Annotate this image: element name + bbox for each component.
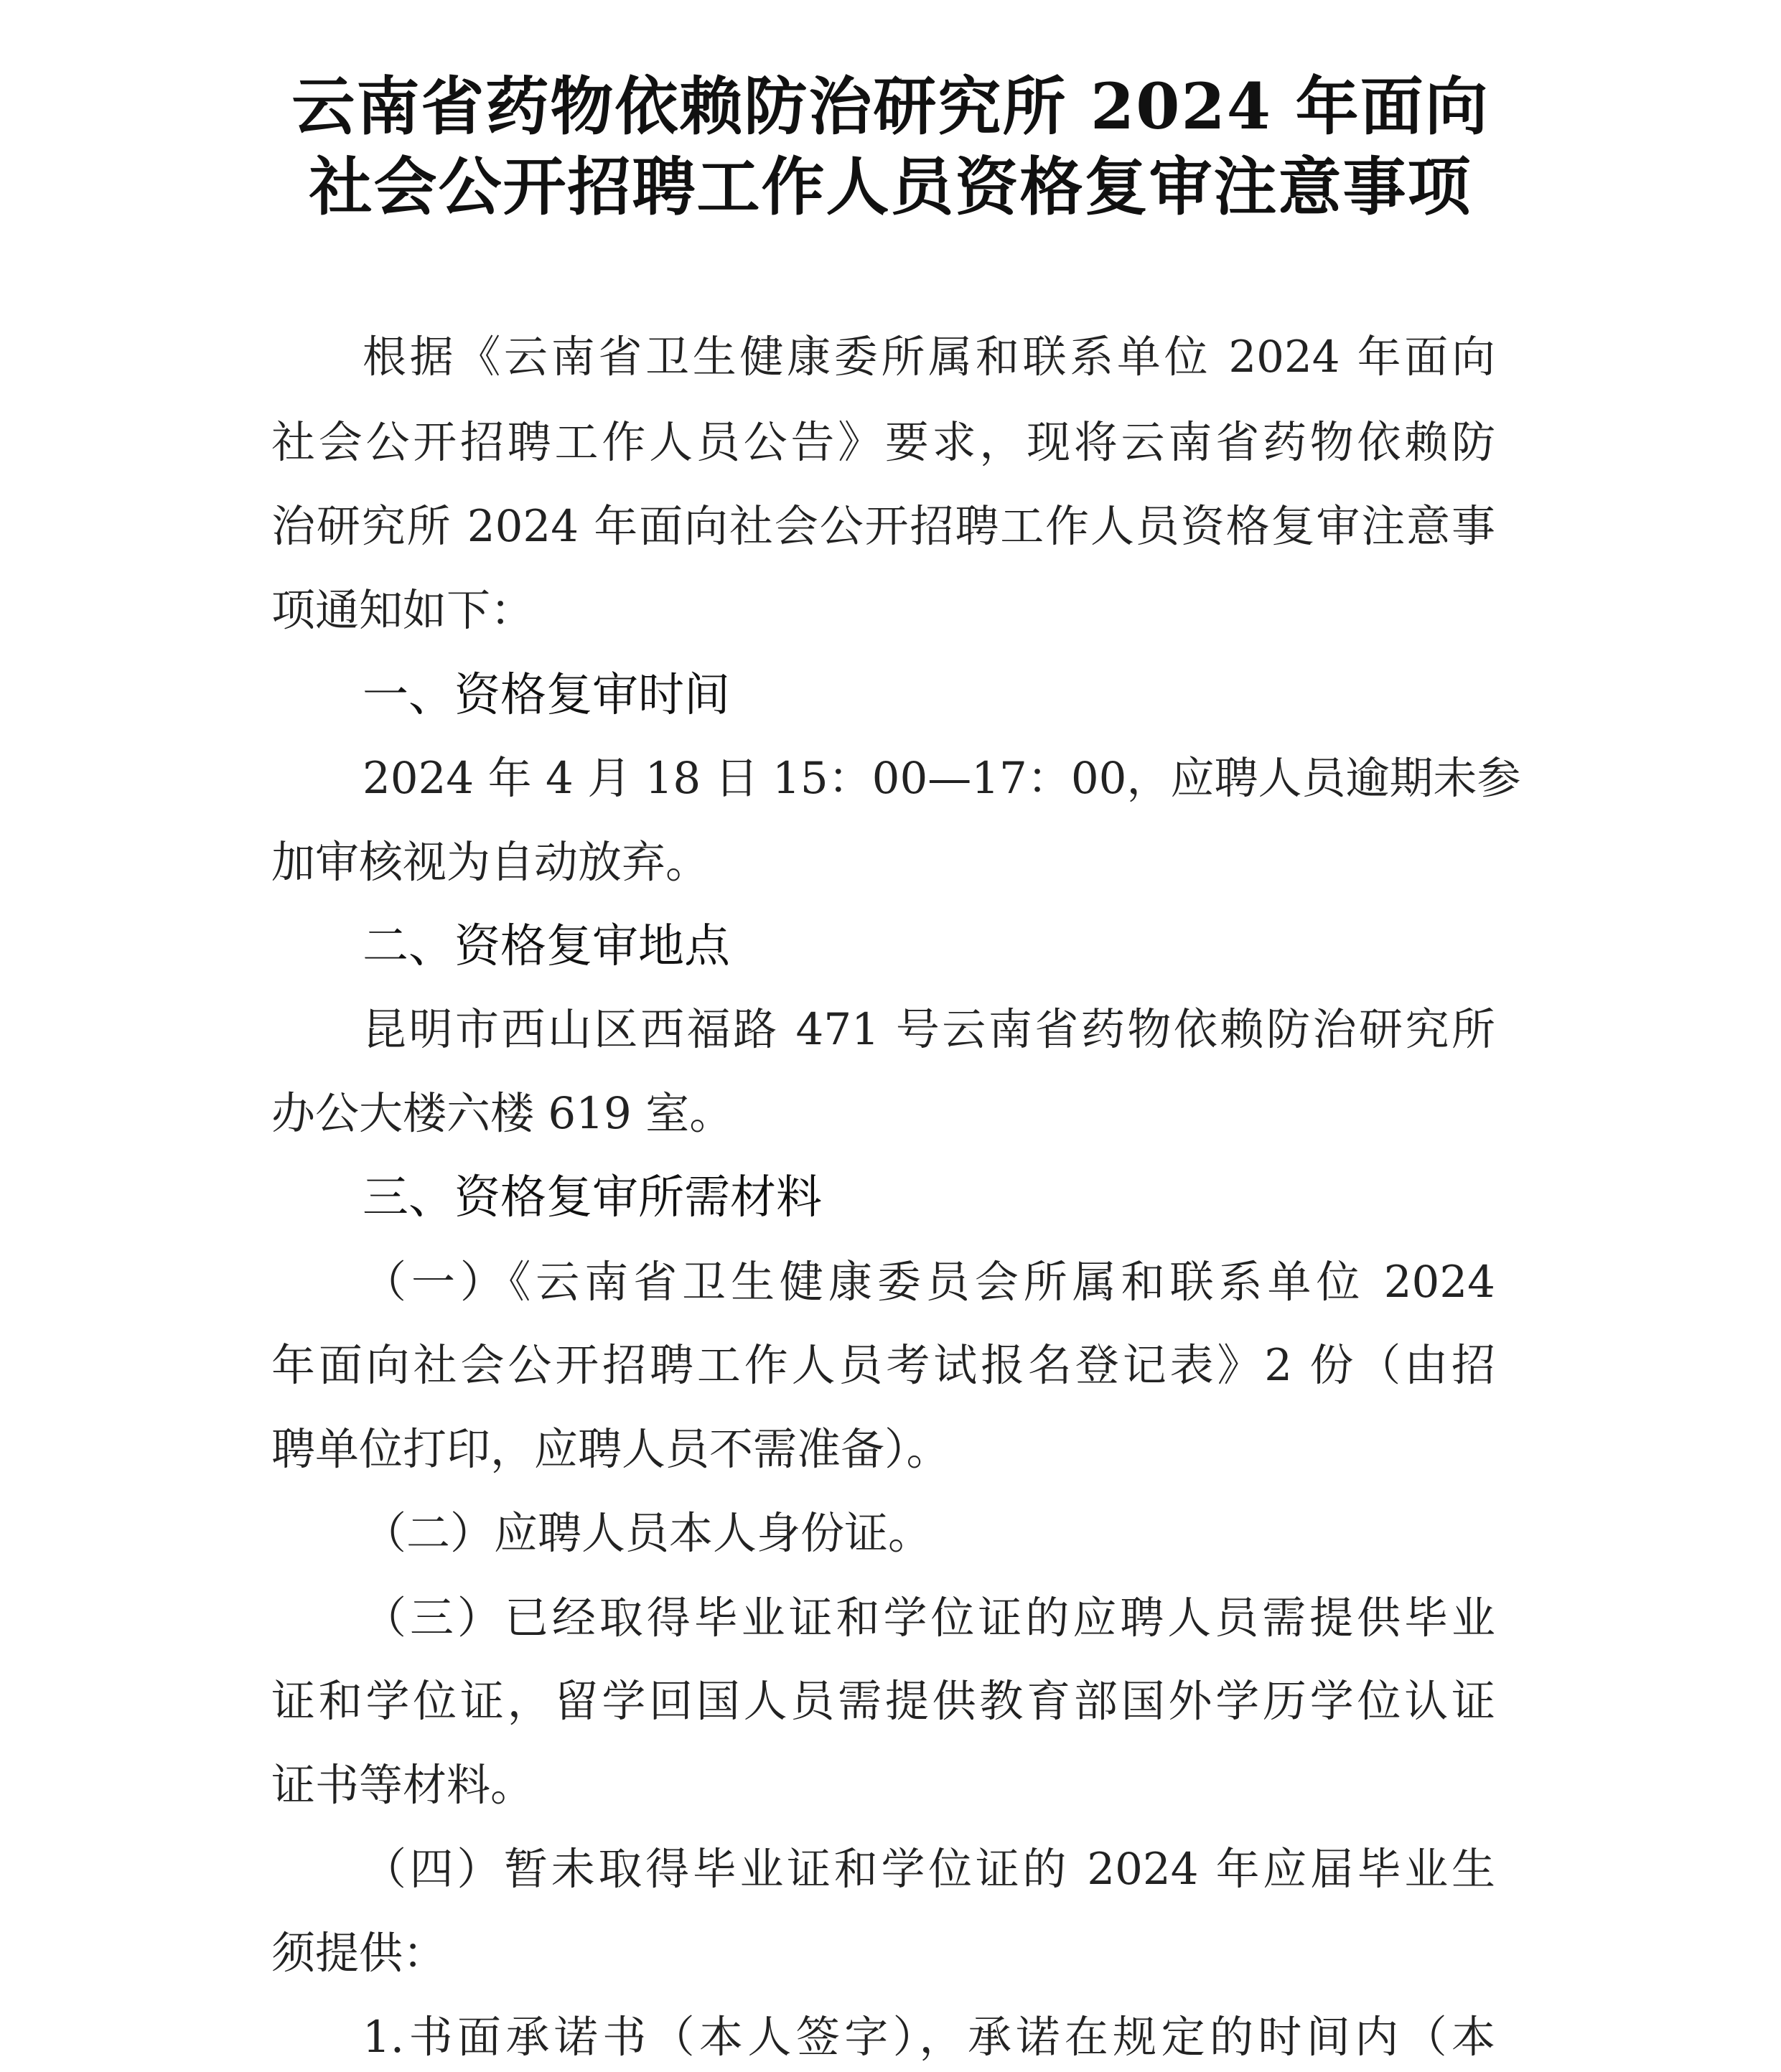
- section-heading-location: 二、资格复审地点: [363, 920, 730, 973]
- intro-line-1: 根据《云南省卫生健康委所属和联系单位 2024 年面向: [363, 332, 1495, 383]
- materials-item-4-sub-1: 1.书面承诺书（本人签字），承诺在规定的时间内（本: [363, 2012, 1495, 2063]
- materials-item-4-line-2: 须提供：: [271, 1928, 447, 1979]
- materials-item-1-line-3: 聘单位打印，应聘人员不需准备）。: [271, 1424, 950, 1475]
- materials-item-2: （二）应聘人员本人身份证。: [363, 1508, 932, 1559]
- intro-line-3: 治研究所 2024 年面向社会公开招聘工作人员资格复审注意事: [271, 501, 1495, 552]
- document-title-line-2: 社会公开招聘工作人员资格复审注意事项: [309, 149, 1472, 224]
- materials-item-1-line-2: 年面向社会公开招聘工作人员考试报名登记表》2 份（由招: [271, 1340, 1495, 1391]
- location-line-2: 办公大楼六楼 619 室。: [271, 1088, 734, 1139]
- intro-line-4: 项通知如下：: [271, 585, 535, 636]
- materials-item-4-line-1: （四）暂未取得毕业证和学位证的 2024 年应届毕业生: [363, 1844, 1495, 1895]
- intro-line-2: 社会公开招聘工作人员公告》要求，现将云南省药物依赖防: [271, 417, 1495, 468]
- time-line-2: 加审核视为自动放弃。: [271, 837, 710, 888]
- materials-item-3-line-3: 证书等材料。: [271, 1760, 535, 1811]
- materials-item-3-line-2: 证和学位证，留学回国人员需提供教育部国外学历学位认证: [271, 1676, 1495, 1727]
- document-title-line-1: 云南省药物依赖防治研究所 2024 年面向: [291, 69, 1490, 144]
- location-line-1: 昆明市西山区西福路 471 号云南省药物依赖防治研究所: [363, 1004, 1495, 1055]
- section-heading-time: 一、资格复审时间: [363, 669, 730, 722]
- section-heading-materials: 三、资格复审所需材料: [363, 1171, 822, 1224]
- time-line-1: 2024 年 4 月 18 日 15：00—17：00，应聘人员逾期未参: [363, 753, 1521, 804]
- materials-item-1-line-1: （一）《云南省卫生健康委员会所属和联系单位 2024: [363, 1257, 1495, 1308]
- materials-item-3-line-1: （三）已经取得毕业证和学位证的应聘人员需提供毕业: [363, 1593, 1495, 1644]
